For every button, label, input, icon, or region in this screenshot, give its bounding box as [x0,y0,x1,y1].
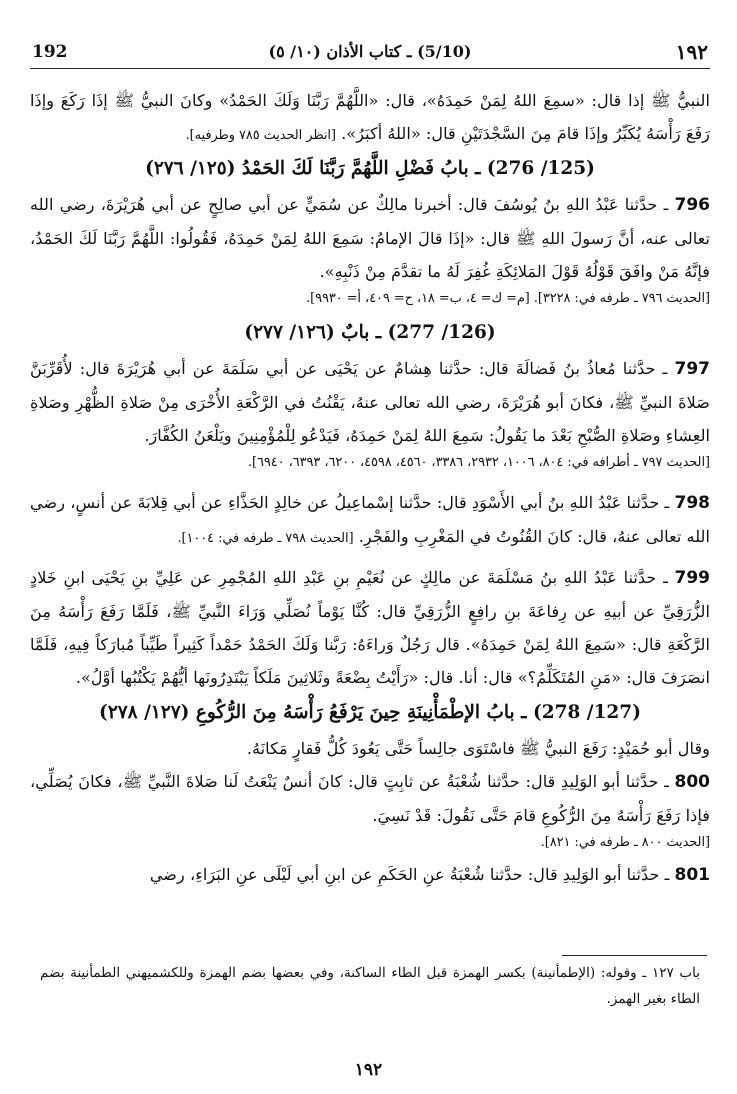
hadith-text: ـ حدَّثنا أبو الوَلِيدِ قال: حدَّثنا شُعْبَةُ عنِ الحَكَمِ عن ابنِ أبي لَيْلَى عنِ البَرَاءِ، رضي [149,865,670,884]
hadith-text: ـ حدَّثنا أبو الوَلِيدِ قال: حدَّثنا شُعْبَةُ عن ثابِتٍ قال: كانَ أنسٌ يَنْعَتُ لَنا صَلاةَ النَّبيِّ ﷺ، فكانَ يُصَلِّي، فإذا رَفَعَ رَأْسَهُ مِنَ الرُّكُوعِ قامَ حَتَّى نَقُولَ: قَدْ نَسِيَ. [30,772,710,825]
hadith-796 [30,188,710,288]
abu-humaid-narration: وقال أبو حُمَيْدٍ: رَفَعَ النبيُّ ﷺ فاسْتَوَى جالِساً حَتَّى يَعُودَ كُلُّ فَقارٍ مَكانَهُ. [246,739,710,758]
hadith-reference: [الحديث ٧٩٨ ـ طرفه في: ١٠٠٤]. [177,531,354,546]
footnote: باب ١٢٧ ـ وقوله: (الإطمأنينة) بكسر الهمزة قبل الطاء الساكنة، وفي بعضها بضم الهمزة وللكشميهني الطمأنينة بضم الطاء بغير الهمز. [40,965,701,1007]
page-header [30,38,710,69]
chapter-heading-126: (126/ 277) ـ بابٌ (١٢٦/ ٢٧٧) [244,322,496,343]
hadith-798 [30,486,710,553]
hadith-number: 796 [674,195,710,215]
hadith-text: ـ حدَّثنا مُعاذُ بنُ فَضالَةَ قال: حدَّثنا هِشامٌ عن يَحْيَى عن أبي سَلَمَةَ عن أبي هُرَيْرَةَ قال: لأُقَرِّبَنَّ صَلاةَ النبيِّ ﷺ، فكانَ أبو هُرَيْرَةَ، رضي الله تعالى عنهُ، يَقْنُتُ في الرَّكْعَةِ الأُخْرَى مِنْ صَلاةِ الظُّهْرِ وصَلاةِ العِشاءِ وصَلاةِ الصُّبْحِ بَعْدَ ما يَقُولُ: سَمِعَ اللهُ لِمَنْ حَمِدَهُ، فَيَدْعُو لِلْمُؤْمِنِينَ ويَلْعَنُ الكُفَّارَ. [30,359,710,445]
hadith-800 [30,765,710,832]
hadith-799 [30,561,710,694]
hadith-reference: [انظر الحديث ٧٨٥ وطرفيه]. [185,128,336,143]
continued-hadith: النبيُّ ﷺ إذا قال: «سمِعَ اللهُ لِمَنْ حَمِدَهُ»، قال: «اللَّهُمَّ رَبَّنَا وَلَكَ الحَمْدُ» وكانَ النبيُّ ﷺ إذَا رَكَعَ وإذَا رَفَعَ رَأْسَهُ يُكَبِّرُ وإذَا قامَ مِنَ السَّجْدَتَيْنِ قال: «اللهُ أكبَرُ». [انظر الحديث ٧٨٥ وطرفيه]. [30,91,710,143]
hadith-text: ـ حدَّثنا عَبْدُ اللهِ بنُ أبي الأَسْوَدِ قال: حدَّثنا إسْماعِيلُ عن خالِدٍ الحَذَّاءِ عن أبي قِلابَةَ عن أنسٍ، رضي الله تعالى عنهُ، قال: كانَ القُنُوتُ في المَغْرِبِ والفَجْرِ. [30,493,710,546]
hadith-number: 799 [674,568,710,588]
running-title: (5/10) ـ كتاب الأذان (١٠/ ٥) [268,42,472,61]
hadith-number: 798 [674,493,710,513]
chapter-heading-127: (127/ 278) ـ بابُ الإطْمَأْنِينَةِ حِينَ يَرْفَعُ رَأْسَهُ مِنَ الرُّكُوعِ (١٢٧/ ٢٧٨) [99,702,641,723]
hadith-text: ـ حدَّثنا عَبْدُ اللهِ بنُ يُوسُفَ قال: أخبرنا مالِكٌ عن سُمَيٍّ عن أبي صالِحٍ عن أبي هُرَيْرَةَ، رضي الله تعالى عنه، أنَّ رَسولَ اللهِ ﷺ قال: «إذَا قالَ الإمامُ: سَمِعَ اللهُ لِمَنْ حَمِدَهُ، فَقُولُوا: اللَّهُمَّ رَبَّنَا لَكَ الحَمْدُ، فإنَّهُ مَنْ وافَقَ قَوْلُهُ قَوْلَ المَلائِكَةِ غُفِرَ لَهُ ما تقدَّمَ مِنْ ذَنْبِهِ». [30,195,710,281]
hadith-reference: [الحديث ٨٠٠ ـ طرفه في: ٨٢١]. [540,835,710,850]
hadith-reference: [الحديث ٧٩٦ ـ طرفه في: ٣٢٢٨]. [م= ك= ٤، ب= ١٨، ح= ٤٠٩، أ= ٩٩٣٠]. [306,291,710,306]
hadith-number: 801 [674,865,710,885]
hadith-797 [30,352,710,452]
page-number-latin: 192 [32,42,68,62]
hadith-801 [30,858,710,892]
footer-page-number: ١٩٢ [354,1060,383,1080]
hadith-number: 800 [674,772,710,792]
page-body [30,84,710,892]
chapter-heading-125: (125/ 276) ـ بابُ فَضْلِ اللَّهُمَّ رَبَّنَا لَكَ الحَمْدُ (١٢٥/ ٢٧٦) [145,158,595,179]
hadith-number: 797 [674,359,710,379]
hadith-reference: [الحديث ٧٩٧ ـ أطرافه في: ٨٠٤، ١٠٠٦، ٢٩٣٢، ٣٣٨٦، ٤٥٦٠، ٤٥٩٨، ٦٢٠٠، ٦٣٩٣، ٦٩٤٠]. [247,455,710,470]
hadith-text: ـ حدَّثنا عَبْدُ اللهِ بنُ مَسْلَمَةَ عن مالِكٍ عن نُعَيْمِ بنِ عَبْدِ اللهِ المُجْمِرِ عن عَلِيِّ بنِ يَحْيَى ابنِ خَلادٍ الزُّرَقِيِّ عن أبيهِ عن رِفاعَةَ بنِ رافِعٍ الزُّرَقِيِّ قال: كُنَّا يَوْماً نُصَلِّي وَرَاءَ النَّبيِّ ﷺ، فَلَمَّا رَفَعَ رَأْسَهُ مِنَ الرَّكْعَةِ قال: «سَمِعَ اللهُ لِمَنْ حَمِدَهُ». قال رَجُلٌ وَراءَهُ: رَبَّنا وَلَكَ الحَمْدُ حَمْداً كَثِيراً طَيِّباً مُبارَكاً فِيهِ، فَلَمَّا انصَرَفَ قال: «مَنِ المُتَكَلِّمُ؟» قال: أنا. قال: «رَأَيْتُ بِضْعَةً وثَلاثِينَ مَلَكاً يَبْتَدِرُونَها أيُّهُمْ يَكْتُبُها أوَّلُ». [30,568,710,687]
page-number-arabic: ١٩٢ [675,40,708,64]
footnote-divider [562,955,707,956]
